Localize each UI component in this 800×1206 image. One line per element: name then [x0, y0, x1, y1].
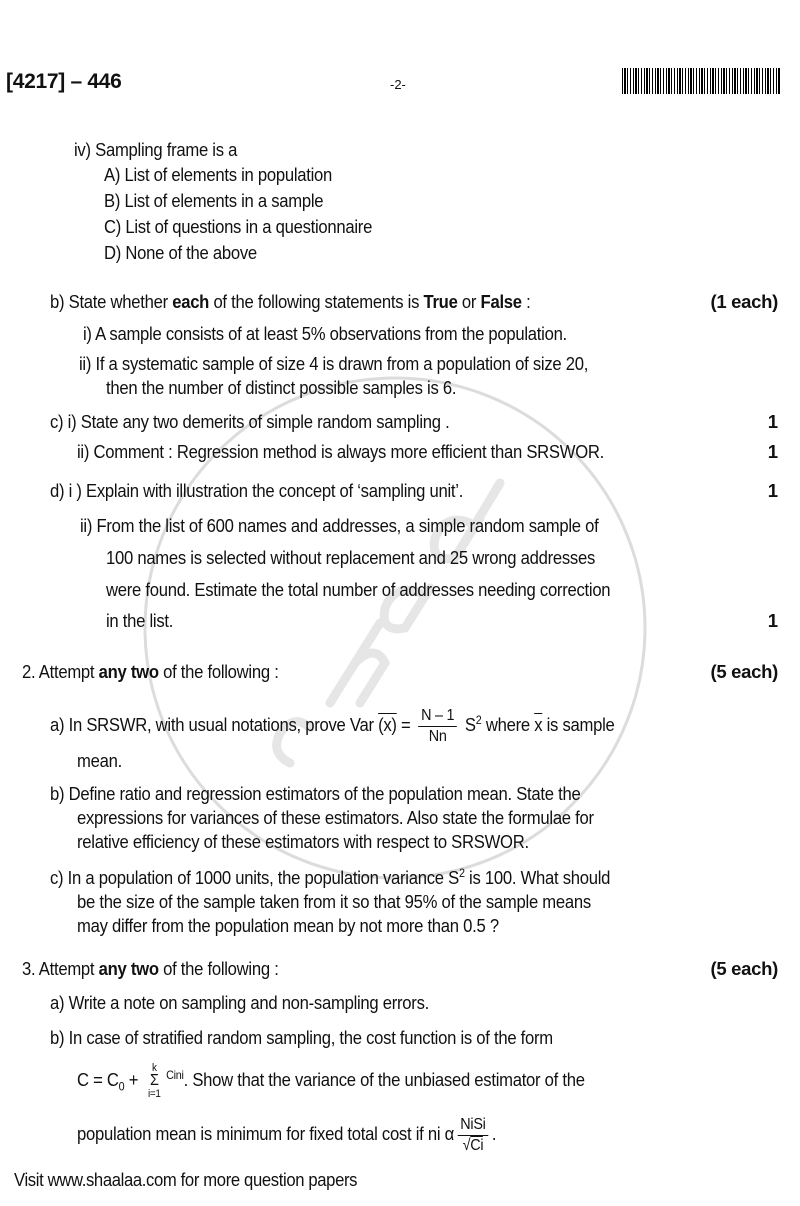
option-b: B) List of elements in a sample: [104, 190, 324, 211]
q3b-line3: population mean is minimum for fixed total cost if ni α $\frac{\text{NiSi}}{√Ci}$ .: [77, 1115, 497, 1154]
footer-link-text: Visit www.shaalaa.com for more question papers: [14, 1169, 358, 1190]
q2b-line2: expressions for variances of these estimators. Also state the formulae for: [77, 807, 594, 828]
q2c-line3: may differ from the population mean by not more than 0.5 ?: [77, 915, 499, 936]
q1b-marks: (1 each): [710, 291, 778, 312]
q1b-ii-line2: then the number of distinct possible samples is 6.: [106, 377, 457, 398]
q1d-ii-line2: 100 names is selected without replacement and 25 wrong addresses: [106, 547, 595, 568]
q1b-instruction: b) State whether each of the following statements is True or False :: [50, 291, 531, 312]
q2b-line1: b) Define ratio and regression estimators of the population mean. State the: [50, 783, 581, 804]
q3a: a) Write a note on sampling and non-sampling errors.: [50, 992, 429, 1013]
q2-marks: (5 each): [710, 661, 778, 682]
q3-marks: (5 each): [710, 958, 778, 979]
q1d-i-marks: 1: [767, 480, 778, 501]
barcode: [622, 68, 780, 94]
paper-code: [4217] – 446: [6, 70, 122, 93]
q2-heading: 2. Attempt any two of the following :: [22, 661, 279, 682]
q2a-line1: a) In SRSWR, with usual notations, prove Var (x) = $\frac{N - 1}{Nn}$ $S^2$ where $\overline{x}$ is sample: [50, 706, 615, 745]
option-a: A) List of elements in population: [104, 164, 333, 185]
q2a-line2: mean.: [77, 750, 122, 771]
q1-iv-stem: iv) Sampling frame is a: [74, 139, 238, 160]
option-d: D) None of the above: [104, 242, 257, 263]
q1c-i: c) i) State any two demerits of simple random sampling .: [50, 411, 450, 432]
page-number: -2-: [390, 77, 406, 92]
q1d-ii-line3: were found. Estimate the total number of addresses needing correction: [106, 579, 611, 600]
q1d-ii-marks: 1: [767, 610, 778, 631]
q1c-ii-marks: 1: [767, 441, 778, 462]
q2c-line2: be the size of the sample taken from it so that 95% of the sample means: [77, 891, 591, 912]
fraction: $\frac{\text{NiSi}}{√Ci}$: [458, 1115, 489, 1156]
q3b-line1: b) In case of stratified random sampling, the cost function is of the form: [50, 1027, 553, 1048]
q1d-i: d) i ) Explain with illustration the concept of ‘sampling unit’.: [50, 480, 464, 501]
q1c-ii: ii) Comment : Regression method is always more efficient than SRSWOR.: [77, 441, 605, 462]
option-c: C) List of questions in a questionnaire: [104, 216, 373, 237]
q1b-i: i) A sample consists of at least 5% observations from the population.: [83, 323, 567, 344]
fraction: $\frac{N - 1}{Nn}$: [418, 706, 456, 747]
q1d-ii-line4: in the list.: [106, 610, 174, 631]
q3-heading: 3. Attempt any two of the following :: [22, 958, 279, 979]
q1c-i-marks: 1: [767, 411, 778, 432]
q1b-ii-line1: ii) If a systematic sample of size 4 is drawn from a population of size 20,: [79, 353, 589, 374]
q2b-line3: relative efficiency of these estimators with respect to SRSWOR.: [77, 831, 529, 852]
summation: k Σ i=1: [147, 1062, 161, 1101]
q3b-line2: $C = C_0 + k$ Σ $i=1^{Cini}$. Show that the variance of the unbiased estimator of the: [77, 1062, 585, 1101]
q1d-ii-line1: ii) From the list of 600 names and addresses, a simple random sample of: [80, 515, 599, 536]
q2c-line1: c) In a population of 1000 units, the population variance $S^2$ is 100. What should: [50, 865, 611, 888]
